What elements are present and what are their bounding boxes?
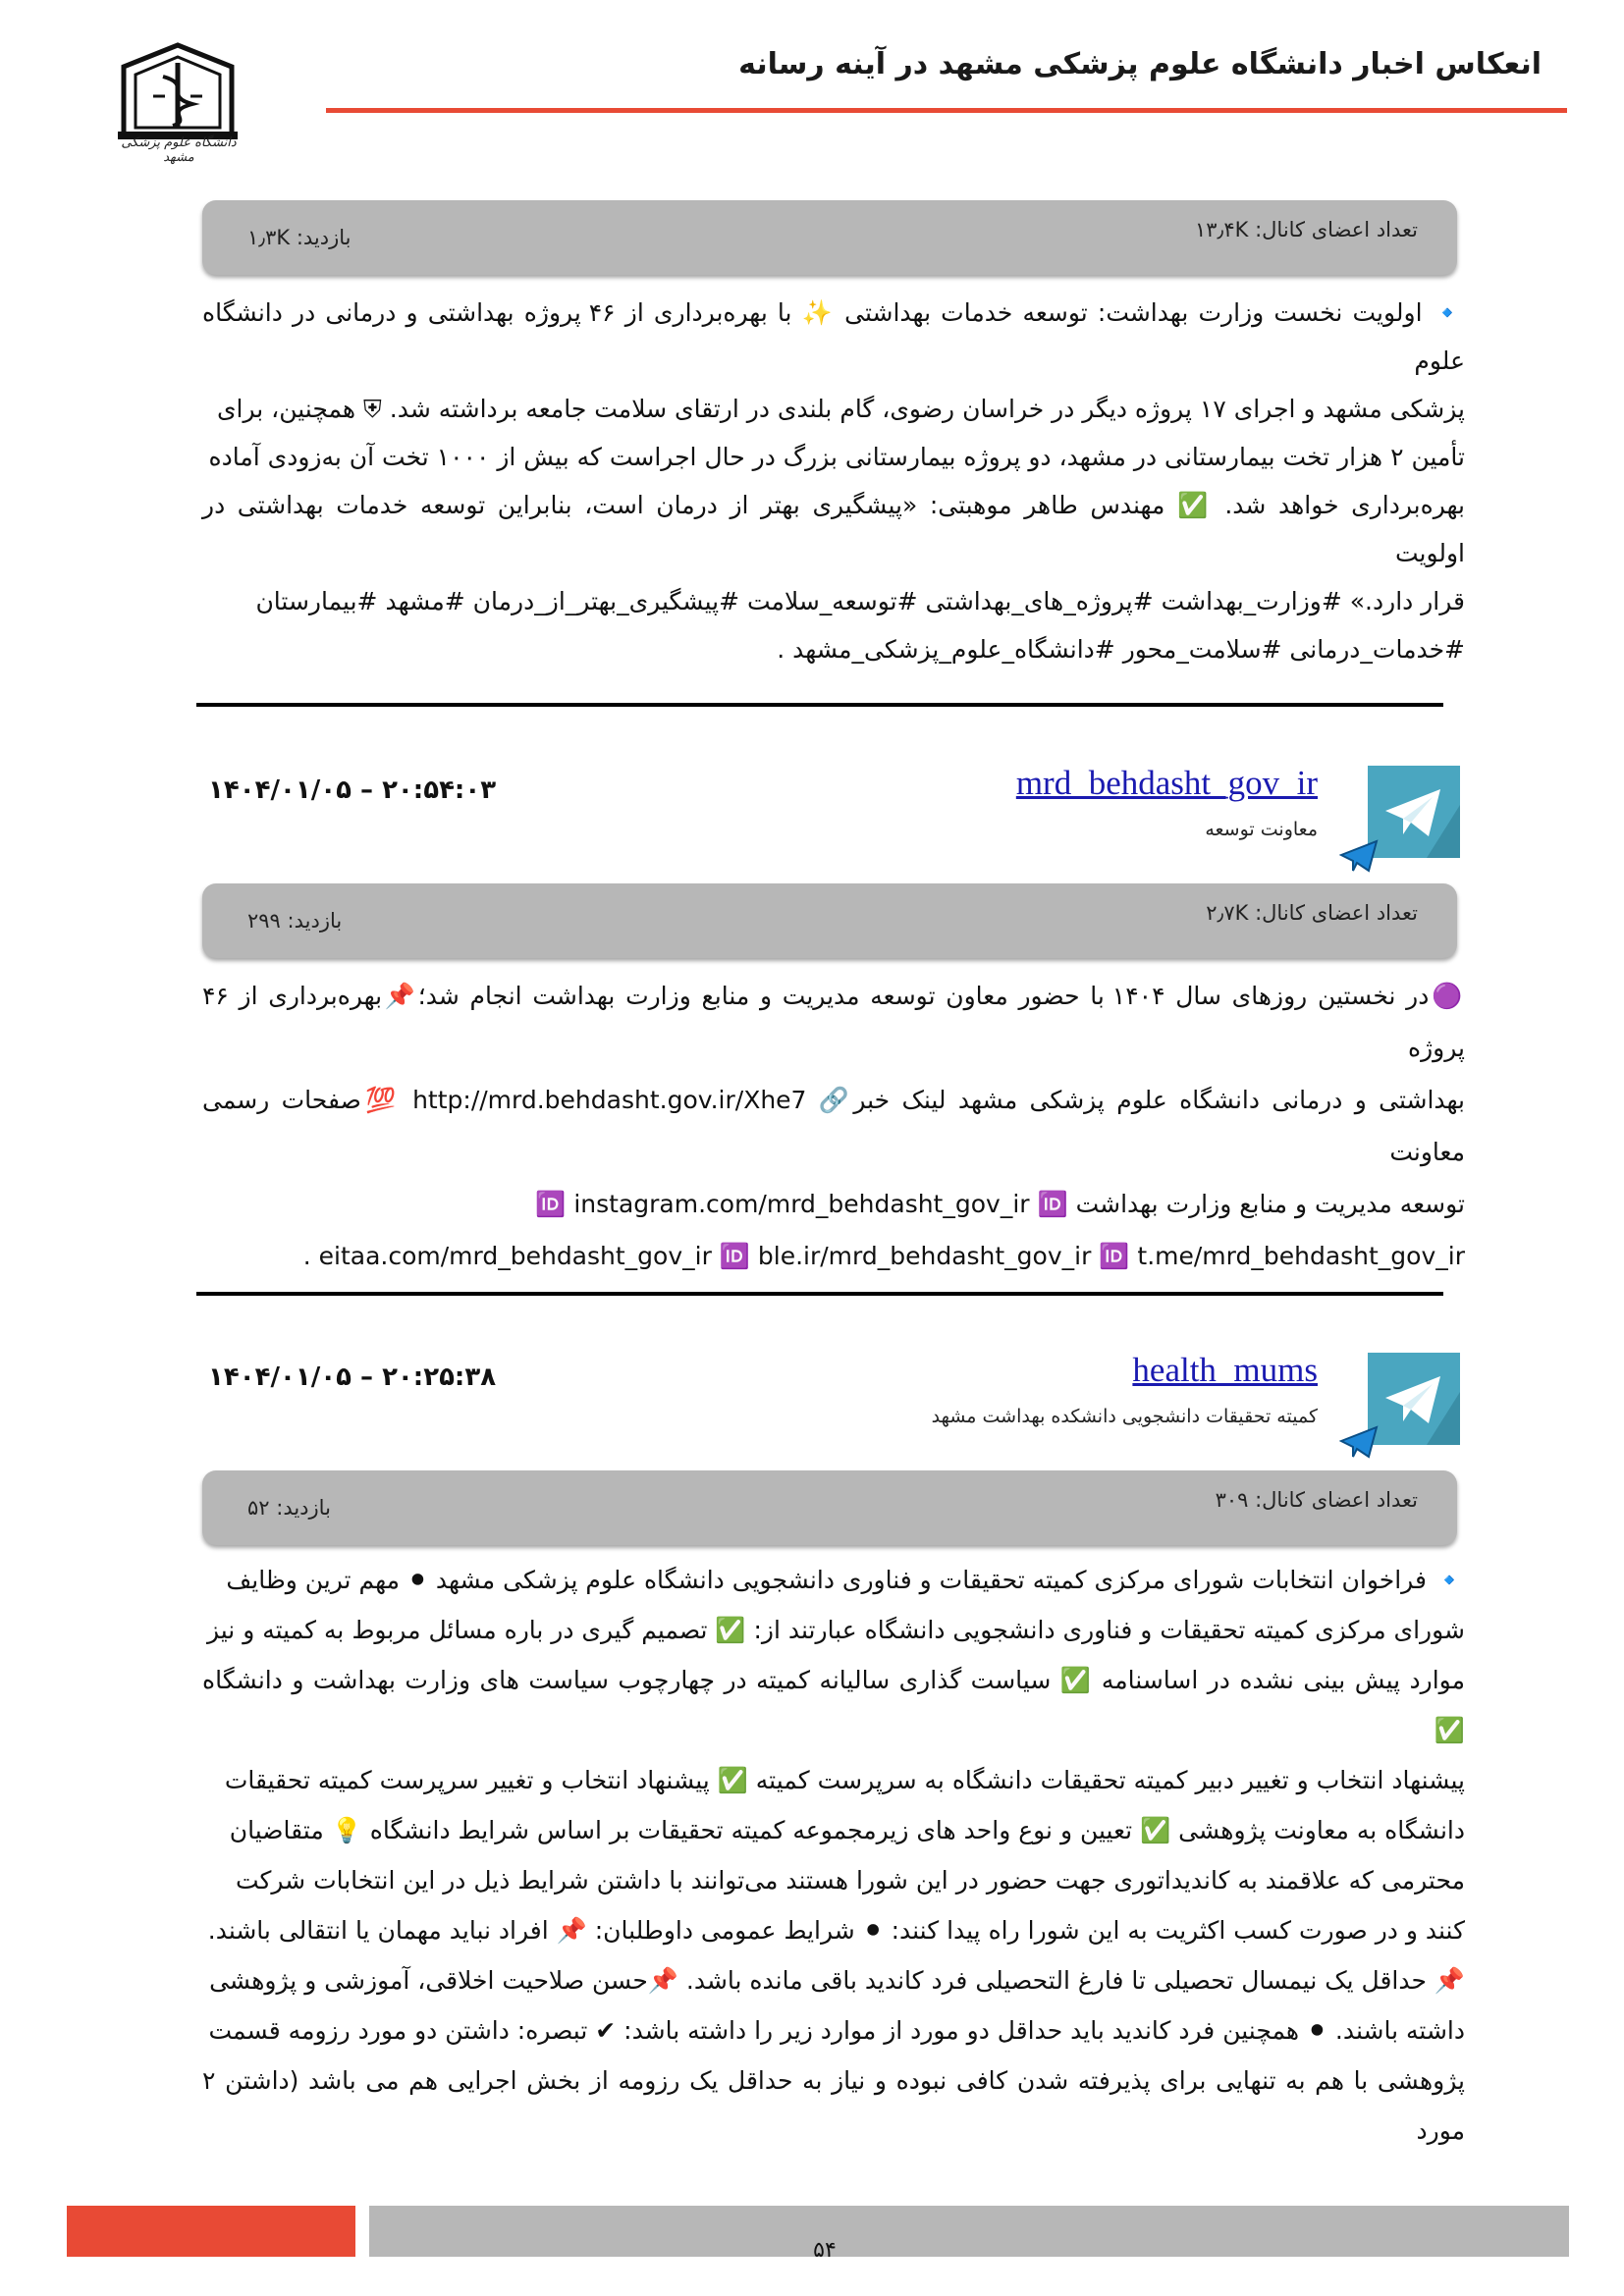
post2-line: 🟣در نخستین روزهای سال ۱۴۰۴ با حضور معاون توسعه مدیریت و منابع وزارت بهداشت انجام شد؛📌بهره‌برداری از ۴۶ پروژه	[202, 982, 1466, 1062]
post1-line: 🔹 اولویت نخست وزارت بهداشت: توسعه خدمات بهداشتی ✨ با بهره‌برداری از ۴۶ پروژه بهداشتی و درمانی در دانشگاه علوم	[202, 298, 1466, 375]
post2-line: بهداشتی و درمانی دانشگاه علوم پزشکی مشهد لینک خبر🔗 http://mrd.behdasht.gov.ir/Xhe7 💯صفحات رسمی معاونت	[202, 1086, 1465, 1166]
post1-line: قرار دارد.» #وزارت_بهداشت #پروژه_های_بهداشتی #توسعه_سلامت #پیشگیری_بهتر_از_درمان #مشهد #بیمارستان	[255, 587, 1465, 615]
post3-line: شورای مرکزی کمیته تحقیقات و فناوری دانشجویی دانشگاه عبارتند از: ✅ تصمیم گیری در باره مسائل مربوط به کمیته و نیز	[206, 1616, 1465, 1644]
channel-description: کمیته تحقیقات دانشجویی دانشکده بهداشت مشهد	[931, 1406, 1318, 1427]
post2-line: eitaa.com/mrd_behdasht_gov_ir 🆔 ble.ir/mrd_behdasht_gov_ir 🆔 t.me/mrd_behdasht_gov_ir .	[302, 1242, 1465, 1270]
post1-line: پزشکی مشهد و اجرای ۱۷ پروژه دیگر در خراسان رضوی، گام بلندی در ارتقای سلامت جامعه برداشته شد. ⛨ همچنین، برای	[216, 395, 1465, 423]
post3-line: داشته باشند. ⚫ همچنین فرد کاندید باید حداقل دو مورد از موارد زیر را داشته باشد: ✔ تبصره: داشتن دو مورد رزومه قسمت	[208, 2016, 1465, 2045]
post-separator	[196, 703, 1443, 707]
telegram-plane-icon	[1339, 1425, 1379, 1459]
page-number: ۵۴	[813, 2238, 837, 2263]
post1-line: تأمین ۲ هزار تخت بیمارستانی در مشهد، دو پروژه بیمارستانی بزرگ در حال اجراست که بیش از ۱۰۰۰ تخت آن به‌زودی آماده	[208, 443, 1465, 471]
telegram-plane-icon	[1339, 839, 1379, 873]
post1-members-count: تعداد اعضای کانال: ۱۳٫۴K	[1194, 218, 1418, 241]
post1-line: بهره‌برداری خواهد شد. ✅ مهندس طاهر موهبتی: «پیشگیری بهتر از درمان است، بنابراین توسعه خدمات بهداشتی در اولویت	[202, 491, 1465, 567]
post1-line: #خدمات_درمانی #سلامت_محور #دانشگاه_علوم_پزشکی_مشهد .	[777, 635, 1465, 664]
post-separator	[196, 1292, 1443, 1296]
channel-description: معاونت توسعه	[1205, 819, 1318, 840]
post3-text	[202, 1555, 1465, 2156]
post3-line: پژوهشی با هم به تنهایی برای پذیرفته شدن کافی نبوده و نیاز به حداقل یک رزومه از بخش اجرایی هم می باشد (داشتن ۲ مورد	[202, 2066, 1465, 2145]
channel-link[interactable]: mrd_behdasht_gov_ir	[1015, 764, 1318, 802]
post3-stats-bar	[202, 1470, 1457, 1545]
document-title: انعکاس اخبار دانشگاه علوم پزشکی مشهد در آینه رسانه	[738, 47, 1542, 81]
post2-views-count: بازدید: ۲۹۹	[247, 909, 343, 933]
post-date: ۲۰:۲۵:۳۸ – ۱۴۰۴/۰۱/۰۵	[208, 1362, 497, 1392]
post3-line: 🔹 فراخوان انتخابات شورای مرکزی کمیته تحقیقات و فناوری دانشجویی دانشگاه علوم پزشکی مشهد ⚫ مهم ترین وظایف	[226, 1566, 1465, 1594]
footer-accent-bar	[67, 2206, 355, 2257]
post1-views-count: بازدید: ۱٫۳K	[247, 226, 352, 249]
telegram-icon	[1368, 766, 1460, 858]
header-divider	[326, 108, 1567, 113]
post1-text	[202, 289, 1465, 673]
telegram-icon	[1368, 1353, 1460, 1445]
post3-line: موارد پیش بینی نشده در اساسنامه ✅ سیاست گذاری سالیانه کمیته در چهارچوب سیاست های وزارت بهداشت و دانشگاه ✅	[202, 1666, 1465, 1744]
post3-line: پیشنهاد انتخاب و تغییر دبیر کمیته تحقیقات دانشگاه به سرپرست کمیته ✅ پیشنهاد انتخاب و تغییر سرپرست کمیته تحقیقات	[224, 1766, 1465, 1794]
post2-text	[202, 970, 1465, 1282]
post1-stats-bar	[202, 200, 1457, 275]
post-date: ۲۰:۵۴:۰۳ – ۱۴۰۴/۰۱/۰۵	[208, 775, 497, 805]
post2-line: توسعه مدیریت و منابع وزارت بهداشت 🆔 instagram.com/mrd_behdasht_gov_ir 🆔	[535, 1190, 1465, 1218]
post3-views-count: بازدید: ۵۲	[247, 1496, 331, 1520]
post2-stats-bar	[202, 883, 1457, 958]
post2-members-count: تعداد اعضای کانال: ۲٫۷K	[1206, 901, 1418, 925]
post3-line: دانشگاه به معاونت پژوهشی ✅ تعیین و نوع واحد های زیرمجموعه کمیته تحقیقات بر اساس شرایط دانشگاه 💡 متقاضیان	[229, 1816, 1465, 1844]
post3-line: محترمی که علاقمند به کاندیداتوری جهت حضور در این شورا هستند می‌توانند با داشتن شرایط ذیل در این انتخابات شرکت	[235, 1866, 1465, 1895]
post3-members-count: تعداد اعضای کانال: ۳۰۹	[1215, 1488, 1418, 1512]
post3-line: 📌 حداقل یک نیمسال تحصیلی تا فارغ التحصیلی فرد کاندید باقی مانده باشد. 📌حسن صلاحیت اخلاقی، آموزشی و پژوهشی	[209, 1966, 1465, 1995]
footer-bar	[369, 2206, 1569, 2257]
channel-link[interactable]: health_mums	[1132, 1351, 1318, 1389]
logo-caption: دانشگاه علوم پزشکی مشهد	[121, 135, 237, 165]
post3-line: کنند و در صورت کسب اکثریت به این شورا راه پیدا کنند: ⚫ شرایط عمومی داوطلبان: 📌 افراد نباید مهمان یا انتقالی باشند.	[207, 1916, 1465, 1945]
